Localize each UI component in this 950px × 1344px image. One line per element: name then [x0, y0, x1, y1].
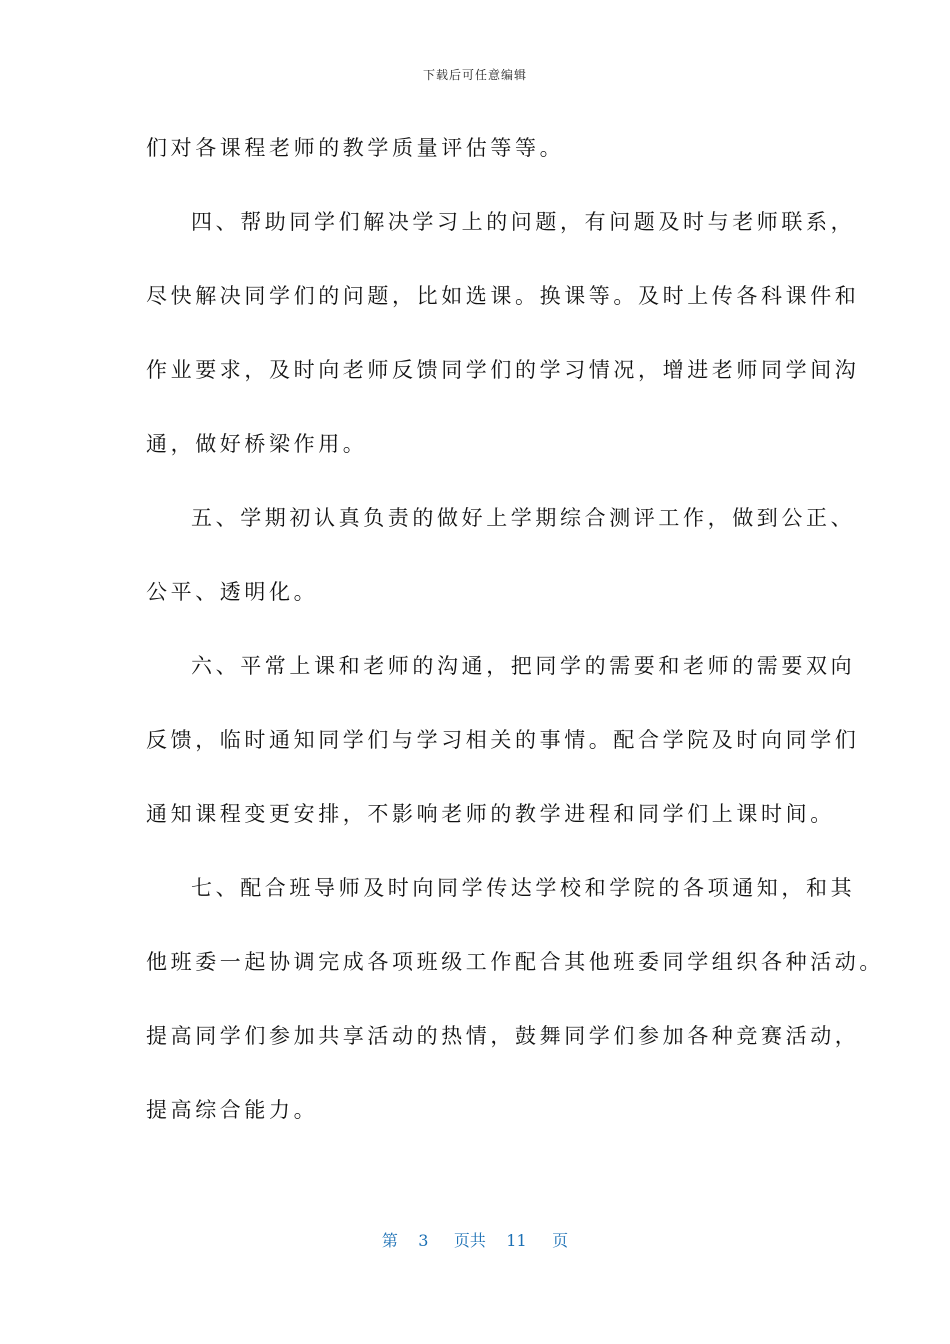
paragraph-line: 他班委一起协调完成各项班级工作配合其他班委同学组织各种活动。	[146, 950, 884, 974]
page-prefix: 第	[381, 1231, 398, 1250]
paragraph-line: 通，做好桥梁作用。	[146, 432, 368, 456]
page-middle: 页共	[453, 1231, 486, 1250]
paragraph-line: 反馈，临时通知同学们与学习相关的事情。配合学院及时向同学们	[146, 728, 860, 752]
page-footer	[0, 1228, 950, 1251]
paragraph-line: 四、帮助同学们解决学习上的问题，有问题及时与老师联系，	[191, 210, 856, 234]
paragraph-line: 五、学期初认真负责的做好上学期综合测评工作，做到公正、	[191, 506, 856, 530]
paragraph-line: 六、平常上课和老师的沟通，把同学的需要和老师的需要双向	[191, 654, 856, 678]
paragraph-line: 作业要求，及时向老师反馈同学们的学习情况，增进老师同学间沟	[146, 358, 860, 382]
header-note: 下载后可任意编辑	[422, 68, 527, 82]
paragraph-line: 通知课程变更安排，不影响老师的教学进程和同学们上课时间。	[146, 802, 835, 826]
paragraph-line: 七、配合班导师及时向同学传达学校和学院的各项通知，和其	[191, 876, 856, 900]
page-number: 3	[418, 1231, 429, 1250]
paragraph-line: 公平、透明化。	[146, 580, 319, 604]
page-suffix: 页	[552, 1231, 569, 1250]
paragraph-line: 们对各课程老师的教学质量评估等等。	[146, 136, 565, 160]
document-body	[146, 128, 884, 1164]
page-total: 11	[506, 1231, 527, 1250]
paragraph-line: 提高综合能力。	[146, 1098, 319, 1122]
paragraph-line: 尽快解决同学们的问题，比如选课。换课等。及时上传各科课件和	[146, 284, 860, 308]
paragraph-line: 提高同学们参加共享活动的热情，鼓舞同学们参加各种竞赛活动，	[146, 1024, 860, 1048]
